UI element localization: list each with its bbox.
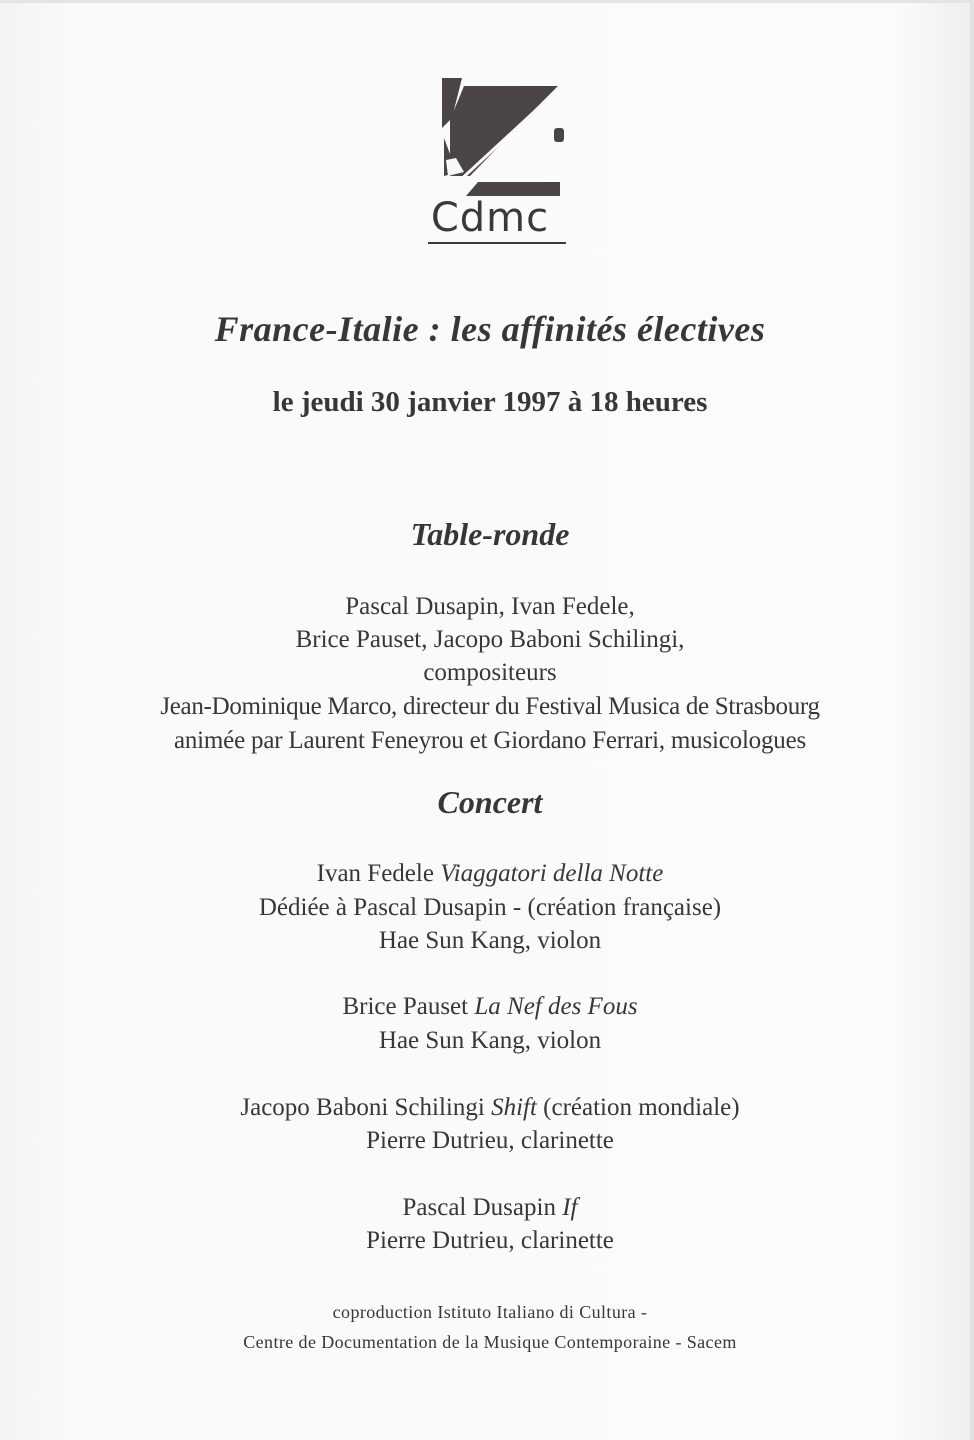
- work-title: La Nef des Fous: [474, 993, 638, 1020]
- table-ronde-line: Brice Pauset, Jacopo Baboni Schilingi,: [295, 626, 685, 653]
- work-title: Viaggatori della Notte: [440, 860, 664, 887]
- composer-name: Ivan Fedele: [316, 860, 434, 887]
- page-edge-top: [0, 0, 974, 3]
- composer-name: Jacopo Baboni Schilingi: [240, 1094, 485, 1121]
- logo-underline: [428, 242, 566, 244]
- concert-piece-line: Pierre Dutrieu, clarinette: [366, 1127, 614, 1154]
- work-title: If: [562, 1194, 578, 1221]
- footer-partners: Centre de Documentation de la Musique Contemporaine - Sacem: [243, 1332, 737, 1352]
- cdmc-logo: [410, 76, 570, 246]
- composer-name: Pascal Dusapin: [402, 1194, 556, 1221]
- concert-heading: Concert: [437, 784, 543, 820]
- concert-piece-title: [60, 1091, 920, 1124]
- table-ronde-line: animée par Laurent Feneyrou et Giordano Ferrari, musicologues: [173, 727, 807, 754]
- concert-piece-line: Dédiée à Pascal Dusapin - (création française): [258, 894, 722, 921]
- page-edge-right: [970, 0, 974, 1440]
- cdmc-logo-mark: [410, 76, 570, 196]
- concert-piece-line: Hae Sun Kang, violon: [378, 1027, 602, 1054]
- event-title: France-Italie : les affinités électives: [214, 309, 766, 349]
- event-date: le jeudi 30 janvier 1997 à 18 heures: [272, 386, 708, 418]
- concert-piece-line: Pierre Dutrieu, clarinette: [366, 1227, 614, 1254]
- concert-piece-title: [60, 990, 920, 1023]
- footer-coproduction: coproduction Istituto Italiano di Cultura -: [332, 1302, 648, 1322]
- concert-piece-title: [60, 1191, 920, 1224]
- composer-name: Brice Pauset: [342, 993, 469, 1020]
- table-ronde-line: Jean-Dominique Marco, directeur du Festival Musica de Strasbourg: [160, 693, 820, 720]
- table-ronde-line: compositeurs: [423, 659, 557, 686]
- table-ronde-heading: Table-ronde: [410, 516, 570, 552]
- concert-piece-title: [60, 857, 920, 890]
- work-title: Shift: [491, 1094, 537, 1121]
- concert-piece-line: Hae Sun Kang, violon: [378, 927, 602, 954]
- work-note: (création mondiale): [543, 1094, 740, 1121]
- table-ronde-line: Pascal Dusapin, Ivan Fedele,: [345, 593, 635, 620]
- logo-wordmark: Cdmc: [430, 195, 550, 241]
